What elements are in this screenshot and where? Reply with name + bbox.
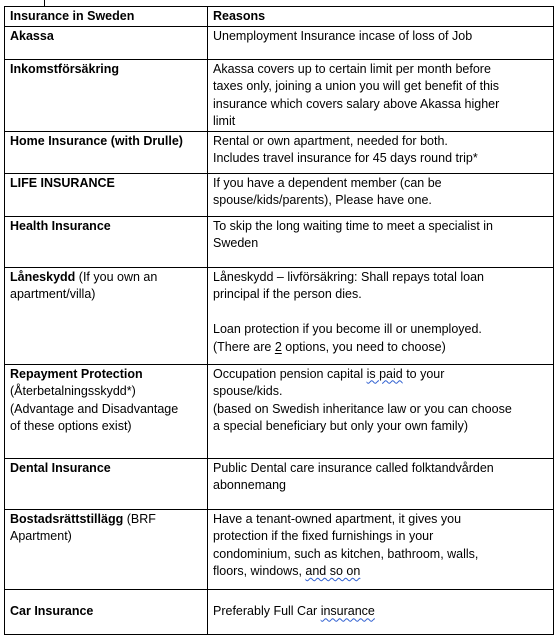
reason-cell	[208, 59, 554, 131]
table-row	[5, 458, 554, 509]
insurance-name-cell	[5, 267, 208, 364]
table-row	[5, 589, 554, 634]
reason-cell	[208, 131, 554, 173]
reason-line-part: Occupation pension capital	[213, 366, 367, 381]
table-row	[5, 173, 554, 216]
insurance-note: (Advantage and Disadvantage	[10, 401, 179, 416]
reason-line: Have a tenant-owned apartment, it gives you	[213, 511, 462, 526]
reason-line: limit	[213, 114, 236, 128]
grammar-flag: and so on	[305, 564, 361, 578]
reason-line-part: Preferably Full Car	[213, 604, 321, 619]
insurance-name: Akassa	[10, 28, 54, 43]
insurance-name: Health Insurance	[10, 218, 111, 233]
reason-line: Public Dental care insurance called folktandvården	[213, 460, 494, 475]
insurance-name-cell	[5, 131, 208, 173]
insurance-name: Car Insurance	[10, 604, 94, 619]
insurance-name: Låneskydd	[10, 269, 76, 284]
table-row	[5, 509, 554, 589]
insurance-name: Home Insurance (with Drulle)	[10, 133, 183, 148]
insurance-table	[4, 6, 554, 635]
insurance-name: Bostadsrättstillägg	[10, 511, 124, 526]
grammar-flag: is paid	[366, 366, 403, 381]
reason-line: protection if the fixed furnishings in your	[213, 529, 434, 543]
reason-line: principal if the person dies.	[213, 287, 362, 301]
insurance-name-cell	[5, 173, 208, 216]
reason-line-part: to your	[402, 366, 445, 381]
insurance-name: Inkomstförsäkring	[10, 61, 120, 76]
reason-line: Akassa covers up to certain limit per month before	[213, 61, 491, 76]
insurance-name-cell	[5, 26, 208, 59]
insurance-name: Dental Insurance	[10, 460, 111, 475]
table-header-row	[5, 7, 554, 27]
insurance-note: apartment/villa)	[10, 287, 96, 301]
header-reasons: Reasons	[208, 7, 554, 27]
insurance-name-cell	[5, 589, 208, 634]
insurance-note: (If you own an	[78, 269, 158, 284]
reason-cell	[208, 509, 554, 589]
insurance-name-cell	[5, 364, 208, 458]
reason-line: Sweden	[213, 236, 259, 250]
reason-cell	[208, 458, 554, 509]
insurance-name-cell	[5, 458, 208, 509]
reason-line: Rental or own apartment, needed for both.	[213, 133, 448, 148]
insurance-name-cell	[5, 216, 208, 267]
reason-line: abonnemang	[213, 478, 286, 492]
reason-line: spouse/kids/parents), Please have one.	[213, 193, 432, 207]
table-row	[5, 59, 554, 131]
reason-cell	[208, 173, 554, 216]
table-row	[5, 364, 554, 458]
table-row	[5, 26, 554, 59]
table-row	[5, 216, 554, 267]
insurance-name-cell	[5, 509, 208, 589]
insurance-name: Repayment Protection	[10, 366, 143, 381]
reason-cell	[208, 216, 554, 267]
reason-line: insurance which covers salary above Akassa higher	[213, 96, 500, 111]
table-row	[5, 131, 554, 173]
insurance-note: of these options exist)	[10, 419, 132, 433]
reason-line: taxes only, joining a union you will get benefit of this	[213, 79, 500, 93]
reason-cell	[208, 589, 554, 634]
reason-line: condominium, such as kitchen, bathroom, walls,	[213, 546, 479, 561]
reason-cell	[208, 364, 554, 458]
reason-line-part: (There are	[213, 339, 275, 354]
reason-line: Unemployment Insurance incase of loss of Job	[213, 28, 473, 43]
reason-line-part: 2	[274, 339, 282, 354]
reason-line: To skip the long waiting time to meet a specialist in	[213, 218, 493, 233]
grammar-flag: insurance	[320, 604, 375, 619]
insurance-note: (Återbetalningsskydd*)	[10, 384, 136, 398]
table-row	[5, 267, 554, 364]
insurance-name-cell	[5, 59, 208, 131]
reason-line-part: options, you need to choose)	[281, 339, 446, 354]
reason-line: spouse/kids.	[213, 384, 283, 398]
reason-line: Låneskydd – livförsäkring: Shall repays total loan	[213, 269, 484, 284]
insurance-note: (BRF	[126, 511, 156, 526]
reason-cell	[208, 267, 554, 364]
reason-line: Loan protection if you become ill or unemployed.	[213, 322, 482, 336]
reason-line: a special beneficiary but only your own family)	[213, 419, 468, 433]
insurance-note: Apartment)	[10, 529, 72, 543]
reason-line: (based on Swedish inheritance law or you can choose	[213, 401, 512, 416]
reason-line: Includes travel insurance for 45 days round trip*	[213, 151, 478, 165]
header-insurance: Insurance in Sweden	[5, 7, 208, 27]
reason-cell	[208, 26, 554, 59]
insurance-name: LIFE INSURANCE	[10, 175, 115, 190]
reason-line-part: floors, windows,	[213, 564, 306, 578]
reason-line: If you have a dependent member (can be	[213, 175, 442, 190]
